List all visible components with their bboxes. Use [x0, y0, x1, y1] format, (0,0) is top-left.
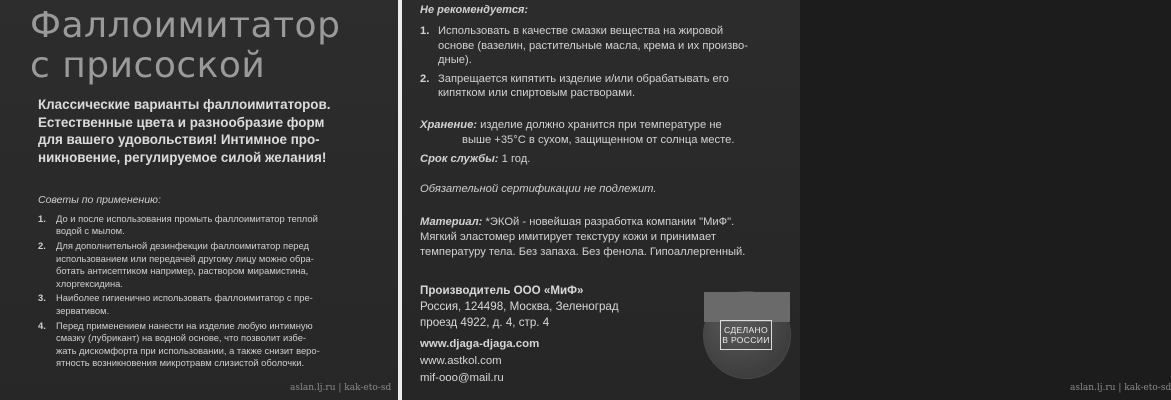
certification-note: Обязательной сертификации не подлежит. — [420, 183, 657, 195]
list-item — [420, 72, 790, 101]
list-item — [38, 292, 373, 317]
item-line: зервативом. — [56, 304, 110, 316]
storage-info — [420, 118, 790, 147]
storage-text: выше +35°С в сухом, защищенном от солнца месте. — [462, 133, 735, 146]
item-line: смазку (лубрикант) на водной основе, что позволит избе- — [56, 332, 307, 344]
item-line: водой с мылом. — [56, 225, 125, 237]
material-text: Мягкий эластомер имитирует текстуру кожи и принимает — [420, 230, 716, 243]
website-link[interactable]: www.djaga-djaga.com — [420, 338, 540, 350]
item-line: Для дополнительной дезинфекции фаллоимитатор перед — [56, 240, 310, 252]
item-line: хлоргексидина. — [56, 277, 123, 289]
item-line: Использовать в качестве смазки вещества на жировой — [438, 25, 724, 37]
email-link[interactable]: mif-ooo@mail.ru — [420, 372, 504, 384]
intro-line: Естественные цвета и разнообразие форм — [38, 114, 325, 130]
product-title-line: с присоской — [30, 45, 266, 86]
item-line: основе (вазелин, растительные масла, крема и их произво- — [438, 39, 748, 52]
item-number: 4. — [38, 319, 46, 331]
shelf-life-value: 1 год. — [501, 153, 531, 165]
badge-text: В РОССИИ — [722, 335, 770, 345]
item-line: ятность возникновения микротравм слизистой оболочки. — [56, 356, 305, 368]
intro-line: никновение, регулируемое силой желания! — [38, 149, 327, 165]
product-title-line: Фаллоимитатор — [30, 5, 341, 46]
material-info — [420, 215, 795, 259]
item-line: Перед применением нанести на изделие любую интимную — [56, 319, 313, 331]
badge-box — [720, 320, 772, 350]
item-number: 3. — [38, 292, 46, 304]
item-line: кипятком или спиртовым растворами. — [438, 87, 636, 100]
item-number: 1. — [38, 213, 46, 224]
not-recommended-heading: Не рекомендуется: — [420, 4, 529, 16]
intro-line: для вашего удовольствия! Интимное про- — [38, 132, 320, 147]
storage-label: Хранение: — [420, 119, 478, 131]
contact-links — [420, 336, 539, 387]
material-label: Материал: — [420, 216, 483, 228]
website-link[interactable]: www.astkol.com — [420, 355, 502, 367]
material-text: температуру тела. Без запаха. Без фенола. Гипоаллергенный. — [420, 245, 746, 258]
not-recommended-list — [420, 24, 790, 105]
left-panel — [0, 0, 398, 400]
item-line: использованием или передачей другому лицу можно обра- — [56, 252, 314, 264]
watermark: aslan.lj.ru | kak-eto-sd — [290, 383, 392, 393]
product-title — [30, 6, 340, 86]
shelf-life-label: Срок службы: — [420, 153, 499, 165]
shelf-life — [420, 153, 530, 165]
manufacturer-address: Россия, 124498, Москва, Зеленоград — [420, 300, 619, 313]
made-in-russia-badge — [704, 292, 790, 378]
tips-list — [38, 213, 373, 372]
intro-line: Классические варианты фаллоимитаторов. — [38, 97, 331, 112]
manufacturer-info — [420, 283, 619, 331]
list-item — [38, 240, 373, 290]
item-line: Наиболее гигиенично использовать фаллоимитатор с пре- — [56, 292, 313, 304]
item-line: Запрещается кипятить изделие и/или обрабатывать его — [438, 72, 729, 85]
flag-stripe — [704, 292, 790, 322]
manufacturer-title: Производитель ООО «МиФ» — [420, 284, 584, 297]
item-line: До и после использования промыть фаллоимитатор теплой — [56, 213, 318, 224]
material-text: *ЭКОй - новейшая разработка компании "МиФ". — [485, 216, 735, 228]
list-item — [38, 320, 373, 370]
item-number: 1. — [420, 25, 430, 37]
badge-text: СДЕЛАНО — [724, 325, 768, 335]
right-panel — [402, 0, 1171, 400]
storage-text: изделие должно хранится при температуре не — [480, 119, 722, 131]
item-number: 2. — [420, 72, 430, 85]
list-item — [38, 213, 373, 238]
tips-heading: Советы по применению: — [38, 194, 161, 206]
manufacturer-address: проезд 4922, д. 4, стр. 4 — [420, 316, 550, 329]
item-line: жать дискомфорта при использовании, а также снизит веро- — [56, 344, 320, 356]
item-line: ботать антисептиком например, раствором мирамистина, — [56, 265, 309, 277]
item-number: 2. — [38, 240, 46, 252]
list-item — [420, 24, 790, 68]
watermark: aslan.lj.ru | kak-eto-sd — [1070, 383, 1171, 393]
item-line: дные). — [438, 54, 472, 67]
intro-text — [38, 96, 368, 166]
